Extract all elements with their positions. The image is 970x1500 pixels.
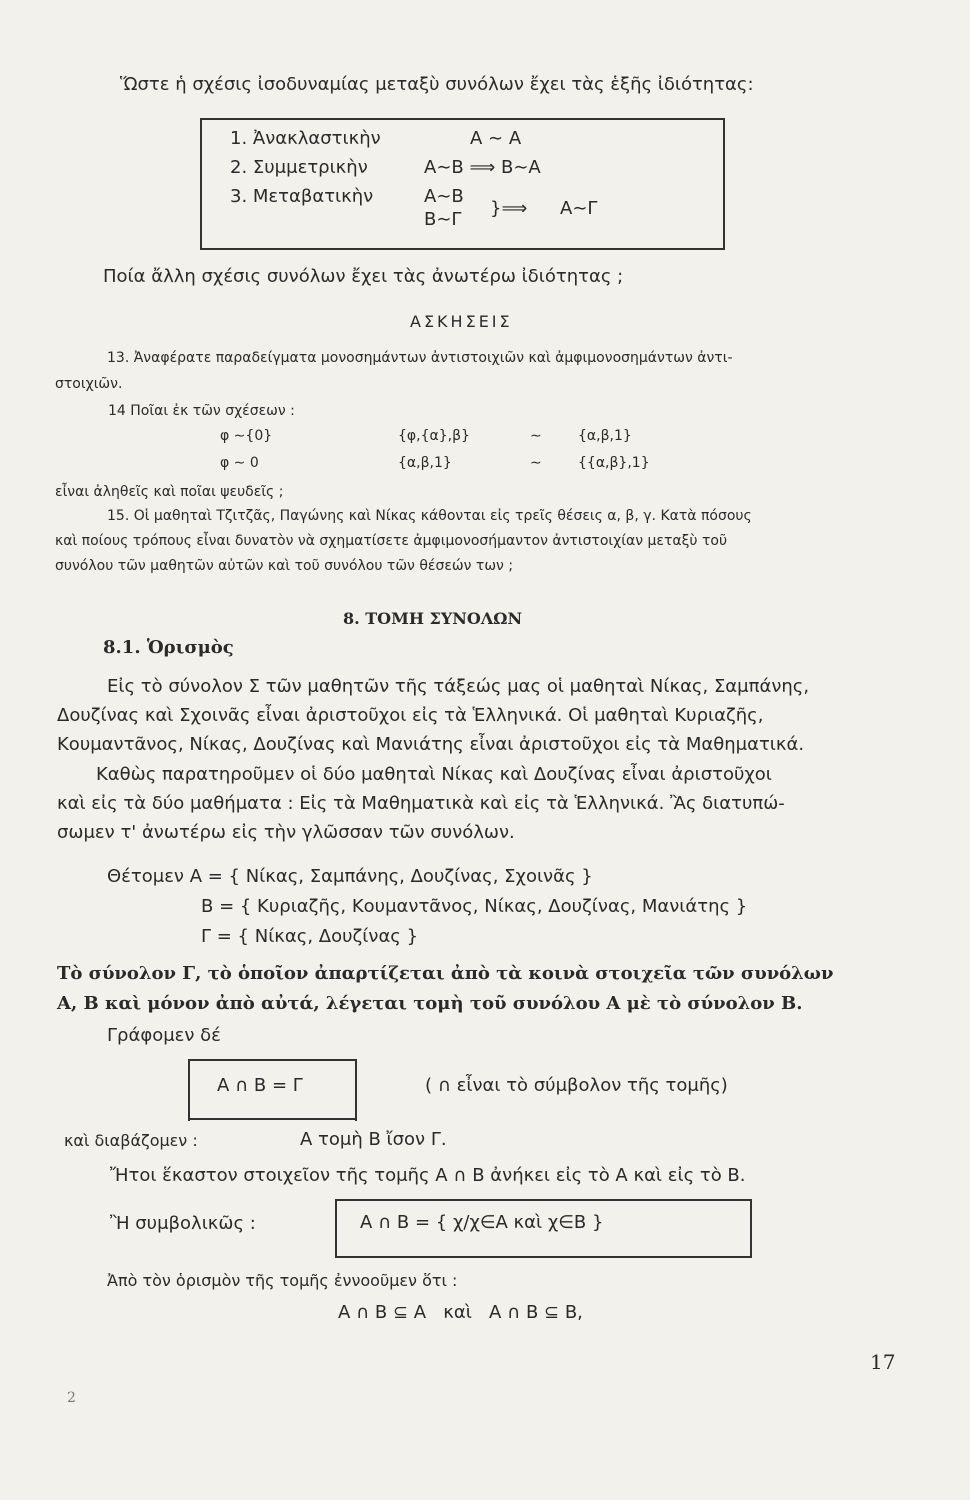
- question-text: Ποία ἄλλη σχέσις συνόλων ἔχει τὰς ἀνωτέρω ἰδιότητας ;: [103, 266, 624, 287]
- para1-line1: Εἰς τὸ σύνολον Σ τῶν μαθητῶν τῆς τάξεώς μας οἱ μαθηταὶ Νίκας, Σαμπάνης,: [107, 676, 810, 697]
- exercise-15-line3: συνόλου τῶν μαθητῶν αὐτῶν καὶ τοῦ συνόλου τῶν θέσεών των ;: [55, 558, 514, 574]
- exercise-13-line1: 13. Ἀναφέρατε παραδείγματα μονοσημάντων ἀντιστοιχιῶν καὶ ἀμφιμονοσημάντων ἀντι-: [107, 350, 733, 366]
- exercise-14-r2c: ∼: [530, 455, 542, 471]
- property-transitive-expr1: A∼B: [424, 186, 464, 207]
- properties-box-right-edge: [723, 118, 725, 248]
- exercise-14-r1a: φ ∼{0}: [220, 428, 273, 444]
- para2-line1: Καθὼς παρατηροῦμεν οἱ δύο μαθηταὶ Νίκας καὶ Δουζίνας εἶναι ἀριστοῦχοι: [96, 764, 772, 785]
- read-label: καὶ διαβάζομεν :: [64, 1131, 198, 1150]
- formula1-text: A ∩ B = Γ: [217, 1075, 303, 1096]
- formula1-note: ( ∩ εἶναι τὸ σύμβολον τῆς τομῆς): [425, 1075, 728, 1096]
- subset-line: A ∩ B ⊆ A καὶ A ∩ B ⊆ B,: [338, 1302, 583, 1323]
- formula1-bottom-line: [188, 1118, 356, 1120]
- set-B: B = { Κυριαζῆς, Κουμαντᾶνος, Νίκας, Δουζίνας, Μανιάτης }: [201, 896, 748, 917]
- property-symmetric-expr: A∼B ⟹ B∼A: [424, 157, 541, 178]
- exercise-15-line1: 15. Οἱ μαθηταὶ Τζιτζᾶς, Παγώνης καὶ Νίκας κάθονται εἰς τρεῖς θέσεις α, β, γ. Κατὰ πόσους: [107, 508, 752, 524]
- property-transitive-result: A∼Γ: [560, 198, 598, 219]
- section-title: 8. ΤΟΜΗ ΣΥΝΟΛΩΝ: [343, 609, 523, 628]
- sheet-number: 2: [67, 1390, 76, 1406]
- formula1-left-line: [188, 1059, 190, 1121]
- exercise-14-r2d: {{α,β},1}: [578, 455, 650, 471]
- definition-line1: Τὸ σύνολον Γ, τὸ ὁποῖον ἀπαρτίζεται ἀπὸ τὰ κοινὰ στοιχεῖα τῶν συνόλων: [57, 963, 834, 984]
- para1-line3: Κουμαντᾶνος, Νίκας, Δουζίνας καὶ Μανιάτης εἶναι ἀριστοῦχοι εἰς τὰ Μαθηματικά.: [57, 734, 805, 755]
- property-symmetric-label: 2. Συμμετρικὴν: [230, 157, 368, 178]
- exercise-14-intro: 14 Ποῖαι ἐκ τῶν σχέσεων :: [108, 403, 295, 419]
- property-transitive-arrow: }⟹: [490, 198, 528, 219]
- page-number: 17: [870, 1350, 896, 1374]
- formula1-top-line: [188, 1059, 356, 1061]
- set-G: Γ = { Νίκας, Δουζίνας }: [201, 926, 419, 947]
- para1-line2: Δουζίνας καὶ Σχοινᾶς εἶναι ἀριστοῦχοι εἰς τὰ Ἑλληνικά. Οἱ μαθηταὶ Κυριαζῆς,: [57, 705, 764, 726]
- exercise-13-line2: στοιχιῶν.: [55, 376, 123, 392]
- para2-line3: σωμεν τ' ἀνωτέρω εἰς τὴν γλῶσσαν τῶν συνόλων.: [57, 822, 515, 843]
- from-definition-text: Ἀπὸ τὸν ὁρισμὸν τῆς τομῆς ἐννοοῦμεν ὅτι :: [107, 1271, 458, 1290]
- subsection-title: 8.1. Ὁρισμὸς: [103, 637, 234, 658]
- exercise-14-r1d: {α,β,1}: [578, 428, 632, 444]
- set-A: Θέτομεν A = { Νίκας, Σαμπάνης, Δουζίνας, Σχοινᾶς }: [107, 866, 593, 887]
- formula2-text: A ∩ B = { χ/χ∈A καὶ χ∈B }: [360, 1212, 604, 1233]
- read-text: A τομὴ B ἴσον Γ.: [300, 1129, 447, 1150]
- exercise-14-r1b: {φ,{α},β}: [398, 428, 470, 444]
- definition-line2: Α, Β καὶ μόνον ἀπὸ αὐτά, λέγεται τομὴ τοῦ συνόλου Α μὲ τὸ σύνολον Β.: [57, 993, 803, 1014]
- exercises-title: ΑΣΚΗΣΕΙΣ: [410, 312, 513, 331]
- exercise-14-r1c: ∼: [530, 428, 542, 444]
- intro-text: Ὥστε ἡ σχέσις ἰσοδυναμίας μεταξὺ συνόλων ἔχει τὰς ἑξῆς ἰδιότητας:: [120, 74, 754, 95]
- property-transitive-expr2: B∼Γ: [424, 209, 462, 230]
- exercise-14-r2b: {α,β,1}: [398, 455, 452, 471]
- exercise-15-line2: καὶ ποίους τρόπους εἶναι δυνατὸν νὰ σχηματίσετε ἀμφιμονοσήμαντον ἀντιστοιχίαν μεταξὺ τοῦ: [55, 533, 728, 549]
- symbolic-label: Ἢ συμβολικῶς :: [110, 1213, 256, 1234]
- write-we-text: Γράφομεν δέ: [107, 1025, 221, 1046]
- property-reflexive-label: 1. Ἀνακλαστικὴν: [230, 128, 381, 149]
- exercise-14-r2a: φ ∼ 0: [220, 455, 259, 471]
- para2-line2: καὶ εἰς τὰ δύο μαθήματα : Εἰς τὰ Μαθηματικὰ καὶ εἰς τὰ Ἑλληνικά. Ἂς διατυπώ-: [57, 793, 785, 814]
- properties-box-left-edge: [200, 118, 202, 248]
- element-line: Ἤτοι ἕκαστον στοιχεῖον τῆς τομῆς A ∩ B ἀνήκει εἰς τὸ A καὶ εἰς τὸ B.: [110, 1165, 746, 1186]
- formula1-right-line: [355, 1059, 357, 1121]
- property-reflexive-expr: A ∼ A: [470, 128, 522, 149]
- exercise-14-outro: εἶναι ἀληθεῖς καὶ ποῖαι ψευδεῖς ;: [55, 484, 284, 500]
- property-transitive-label: 3. Μεταβατικὴν: [230, 186, 374, 207]
